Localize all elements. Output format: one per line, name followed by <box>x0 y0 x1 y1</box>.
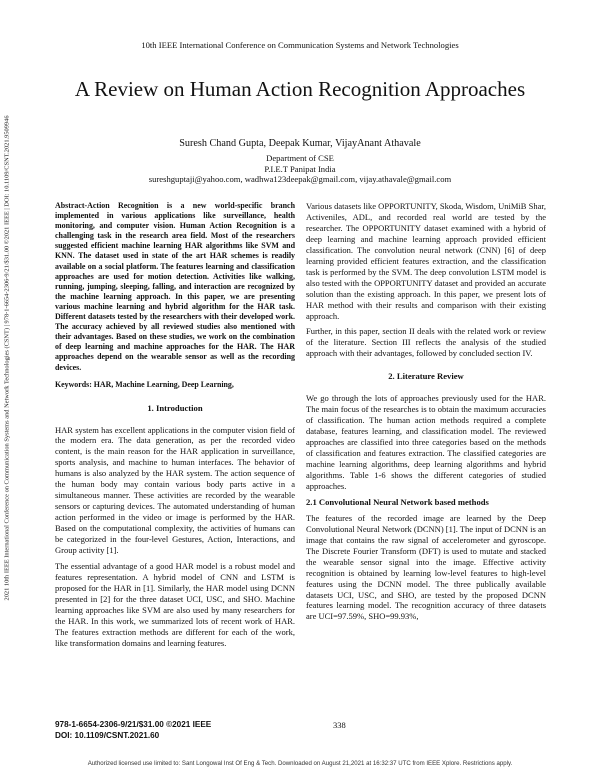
author-list: Suresh Chand Gupta, Deepak Kumar, VijayAnant Athavale <box>179 138 421 149</box>
section-heading-literature-review: 2. Literature Review <box>388 371 464 382</box>
department: Department of CSE <box>266 153 334 163</box>
doi-line: DOI: 10.1109/CSNT.2021.60 <box>55 730 160 740</box>
institute: P.I.E.T Panipat India <box>264 163 336 174</box>
page-number: 338 <box>333 720 346 730</box>
literature-paragraph: We go through the lots of approaches previously used for the HAR. The main focus of the researches is to obtain the maximum accuracies of classification. The human action methods required a complete database, features learning, and classification model. The reviewed approaches are classified into three categories based on the methods of classification and features extraction. The classified categories are machine learning algorithms, deep learning algorithms and hybrid algorithms. Table 1-6 shows the different categories of studied approaches. <box>306 393 546 491</box>
cnn-paragraph: The features of the recorded image are learned by the Deep Convolutional Neural Network (DCNN) [1]. The input of DCNN is an image that contains the raw signal of accelerometer and gyroscope. The Discrete Fourier Transform (DFT) is used to mutate and stacked the wearable sensor signal into the image. Effective activity recognition is obtained by learning low-level features to high-level features using the DCNN model. The three publically available datasets UCI, USC, and SHO, are tested by the proposed DCNN features learning model. The recognition accuracy of three datasets are UCI=97.59%, SHO=99.93%, <box>306 512 546 622</box>
footer-copyright <box>55 720 211 741</box>
body-paragraph: Various datasets like OPPORTUNITY, Skoda, Wisdom, UniMiB Shar, Activeniles, ADL, and recorded real world are tested by the researcher. The OPPORTUNITY dataset examined with a hybrid of deep learning and machine learning approach provided efficient classification. The convolution neural network (CNN) [6] of deep learning provided efficient features extraction, and the classification task is performed by the SVM. The deep convolution LSTM model is also tested with the OPPORTUNITY dataset and provided an accurate solution than the existing approach. In this paper, we present lots of HAR method with their results and comparison with their existing approach. <box>306 201 546 321</box>
affiliation-block <box>0 153 600 185</box>
isbn-line: 978-1-6654-2306-9/21/$31.00 ©2021 IEEE <box>55 720 212 729</box>
conference-header: 10th IEEE International Conference on Communication Systems and Network Technologies <box>141 40 459 50</box>
copyright-sidebar: 2021 10th IEEE International Conference on Communication Systems and Network Technologies (CSNT) | 978-1-6654-2306-9/21/$31.00 ©2021 IEEE | DOI: 10.1109/CSNT.2021.9509946 <box>3 115 11 601</box>
right-column <box>306 201 546 627</box>
paper-title: A Review on Human Action Recognition Approaches <box>74 77 526 101</box>
body-paragraph: Further, in this paper, section II deals with the related work or review of the literature. Section III reflects the analysis of the studied approach with their advantages, followed by concluded section IV. <box>306 326 546 359</box>
subsection-heading-cnn: 2.1 Convolutional Neural Network based methods <box>306 496 489 507</box>
author-emails: sureshguptaji@yahoo.com, wadhwa123deepak@gmail.com, vijay.athavale@gmail.com <box>148 174 452 185</box>
section-heading-introduction: 1. Introduction <box>147 402 203 413</box>
left-column <box>55 201 295 654</box>
introduction-paragraph: The essential advantage of a good HAR model is a robust model and features representation. A hybrid model of CNN and LSTM is proposed for the HAR in [1]. Similarly, the HAR model using DCNN presented in [2] for the three dataset UCI, USC, and SHO. Machine learning approaches like SVM are also used by many researchers for the HAR. In this work, we summarized lots of recent work of HAR. The features extraction methods are different for each of the work, like transformation domains and learning features. <box>55 560 295 648</box>
license-notice: Authorized licensed use limited to: Sant Longowal Inst Of Eng & Tech. Downloaded on August 21,2021 at 16:32:37 UTC from IEEE Xplore. Restrictions apply. <box>87 760 513 767</box>
keywords: Keywords: HAR, Machine Learning, Deep Learning, <box>55 379 234 389</box>
introduction-paragraph: HAR system has excellent applications in the computer vision field of the modern era. The data generation, as per the recorded video content, is the main reason for the HAR application in surveillance, sports analysis, and machine to human interfaces. The behavior of humans is also analyzed by the HAR system. The action sequence of the human body may contain various body parts active in a simultaneous manner. These activities are recorded by the wearable sensors or capturing devices. The automated understanding of human action performed in the video or image is performed by the HAR. Based on the computational complexity, the activities of humans can be categorized in the four-level Gestures, Action, Interactions, and Group activity [1]. <box>55 424 295 555</box>
abstract: Abstract-Action Recognition is a new world-specific branch implemented in various applications like surveillance, health monitoring, and computer vision. Human Action Recognition is a challenging task in the research area field. Most of the researchers suggested efficient machine learning HAR algorithms like SVM and KNN. The dataset used in state of the art HAR schemes is readily available on a social platform. The features learning and classification approaches are used for motion detection. Activities like walking, running, jumping, sleeping, falling, and interaction are recognized by the machine learning approach. In this paper, we are presenting various machine learning and hybrid algorithm for the HAR task. Different datasets tested by the researchers with their developed work. The accuracy achieved by all reviewed studies also mentioned with their advantages. Based on these studies, we work on the combination of deep learning and machine approaches for the HAR. The HAR approaches depend on the wearable sensor as well as the recording devices. <box>55 201 295 372</box>
